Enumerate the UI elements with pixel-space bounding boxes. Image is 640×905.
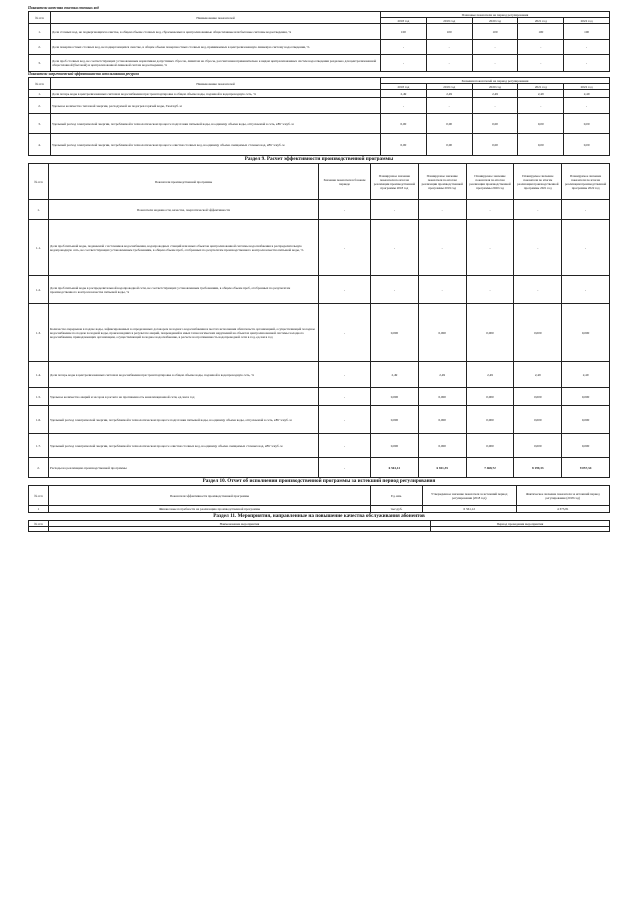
- row-name: Удельный расход электрической энергии, потребляемой в технологическом процессе очистки сточных вод, на единицу объема очищаемых сточных вод, кВт·ч/куб. м: [51, 134, 381, 156]
- row-value: 2,49: [381, 90, 427, 98]
- row-num: 1.1.: [29, 220, 49, 276]
- row-name: Доля потерь воды в централизованных системах водоснабжения при транспортировке в общем объеме воды, поданной в водопроводную сеть, %: [51, 90, 381, 98]
- table-row: [29, 220, 610, 276]
- row-value: 0,00: [426, 114, 472, 134]
- row-value: 6 811,35: [418, 458, 466, 478]
- wastewater-quality-table: [28, 11, 610, 72]
- row-value: 0,000: [371, 304, 419, 362]
- row-base: -: [319, 304, 371, 362]
- row-value: 0,000: [514, 406, 562, 434]
- row-value: 0,000: [562, 304, 610, 362]
- s9-head-base: Значение показателя в базовом периоде: [319, 164, 371, 200]
- table-row: [29, 200, 610, 220]
- row-num: 2.: [29, 98, 51, 114]
- table-row: [29, 434, 610, 458]
- row-value: -: [564, 98, 610, 114]
- t1-year: 2021 год: [518, 18, 564, 24]
- row-value: 6 561,12: [371, 458, 419, 478]
- table-row: [29, 98, 610, 114]
- row-value: -: [562, 220, 610, 276]
- row-name: Доля проб питьевой воды в распределительной водопроводной сети, не соответствующих установленным требованиям, в общем объеме проб, отобранных по результатам производственного контроля качества питьевой воды, %: [49, 276, 319, 304]
- row-value: -: [518, 40, 564, 55]
- s11-head-num: № п/п: [29, 521, 49, 527]
- row-value: 0,000: [418, 304, 466, 362]
- row-value: -: [564, 40, 610, 55]
- s9-head-year: Планируемое значение показателя по итогам реализации производственной программы 2022 год: [562, 164, 610, 200]
- s11-head-name: Наименование мероприятия: [49, 521, 431, 527]
- row-base: -: [319, 388, 371, 406]
- row-name: Удельное количество аварий и засоров в расчете на протяженность канализационной сети, ед./км в год: [49, 388, 319, 406]
- row-value: -: [381, 98, 427, 114]
- t2-head-num: № п/п: [29, 78, 51, 90]
- table-row: [29, 304, 610, 362]
- row-value: -: [466, 200, 514, 220]
- row-value: 0,00: [518, 134, 564, 156]
- t1-year: 2019 год: [426, 18, 472, 24]
- row-name: Удельный расход электрической энергии, потребляемой в технологическом процессе подготовки питьевой воды, на единицу объема воды, отпускаемой в сеть, кВт·ч/куб. м: [51, 114, 381, 134]
- t1-year: 2022 год: [564, 18, 610, 24]
- row-value: 2,49: [472, 90, 518, 98]
- t1-caption: Показатели качества очистки сточных вод: [28, 6, 99, 10]
- row-value: 0,000: [514, 388, 562, 406]
- row-value: 0,000: [371, 406, 419, 434]
- row-value: -: [466, 276, 514, 304]
- row-base: -: [319, 362, 371, 388]
- t2-year: 2020 год: [472, 84, 518, 90]
- t2-year: 2018 год: [381, 84, 427, 90]
- t1-head-name: Наименование показателей: [51, 12, 381, 24]
- document-page: [28, 6, 610, 532]
- row-value: 100: [518, 24, 564, 40]
- row-value: 9 057,34: [562, 458, 610, 478]
- row-value: 0,00: [426, 134, 472, 156]
- row-base: -: [319, 434, 371, 458]
- t2-year: 2021 год: [518, 84, 564, 90]
- section-11-title: Раздел 11. Мероприятия, направленные на повышение качества обслуживания абонентов: [213, 513, 425, 519]
- s10-head-fact: Фактическое значение показателя за истекший период регулирования (2018 год): [516, 486, 610, 506]
- t1-year: 2018 год: [381, 18, 427, 24]
- row-value: -: [562, 200, 610, 220]
- row-value: 0,00: [518, 114, 564, 134]
- table-row: [29, 55, 610, 72]
- t1-head-num: № п/п: [29, 12, 51, 24]
- row-base: -: [319, 200, 371, 220]
- row-value: -: [466, 220, 514, 276]
- row-value: 0,00: [472, 134, 518, 156]
- row-value: 100: [472, 24, 518, 40]
- row-value: 4 373,81: [516, 506, 610, 513]
- row-num: 2.: [29, 40, 51, 55]
- row-value: -: [518, 55, 564, 72]
- row-value: 2,49: [562, 362, 610, 388]
- row-value: -: [381, 55, 427, 72]
- row-num: 1: [29, 506, 49, 513]
- s11-head-period: Период проведения мероприятия: [431, 521, 610, 527]
- row-value: -: [418, 220, 466, 276]
- row-value: 0,000: [418, 388, 466, 406]
- row-name: Доля проб сточных вод, не соответствующих установленным нормативам допустимых сбросов, лимитам на сбросы, рассчитанная применительно к видам централизованных систем водоотведения раздельно для централизованной общесплавной (бытовой) и централизованной ливневой систем водоотведения, %: [51, 55, 381, 72]
- row-value: -: [418, 276, 466, 304]
- row-name: Удельный расход электрической энергии, потребляемой в технологическом процессе подготовки питьевой воды, на единицу объема воды, отпускаемой в сеть, кВт·ч/куб. м: [49, 406, 319, 434]
- table-row: [29, 114, 610, 134]
- row-value: -: [518, 98, 564, 114]
- row-value: -: [562, 276, 610, 304]
- row-value: -: [371, 276, 419, 304]
- row-value: 0,000: [466, 388, 514, 406]
- row-name: [49, 527, 431, 532]
- table-row: [29, 406, 610, 434]
- row-value: 2,49: [418, 362, 466, 388]
- row-value: -: [472, 40, 518, 55]
- row-name: Расходы на реализацию производственной программы: [49, 458, 319, 478]
- efficiency-table: [28, 163, 610, 478]
- row-value: 100: [381, 24, 427, 40]
- row-value: 2,49: [518, 90, 564, 98]
- row-name: Доля поверхностных сточных вод, не подвергающихся очистке, в общем объеме поверхностных сточных вод, принимаемых в централизованную ливневую систему водоотведения, %: [51, 40, 381, 55]
- t2-head-group: Значения показателей на период регулирования: [381, 78, 610, 84]
- row-unit: тыс.руб.: [371, 506, 423, 513]
- row-value: 6 561,12: [423, 506, 517, 513]
- row-value: 7 468,72: [466, 458, 514, 478]
- row-num: [29, 527, 49, 532]
- row-value: 0,000: [562, 406, 610, 434]
- row-value: 2,49: [426, 90, 472, 98]
- row-base: -: [319, 406, 371, 434]
- row-num: 2.: [29, 458, 49, 478]
- row-value: 0,000: [418, 434, 466, 458]
- row-value: 0,00: [564, 114, 610, 134]
- table-row: [29, 24, 610, 40]
- table-row: [29, 388, 610, 406]
- row-value: 2,49: [466, 362, 514, 388]
- row-value: 2,49: [564, 90, 610, 98]
- row-value: 2,49: [514, 362, 562, 388]
- t2-year: 2022 год: [564, 84, 610, 90]
- table-row: [29, 527, 610, 532]
- row-value: 0,000: [466, 434, 514, 458]
- row-num: 4.: [29, 134, 51, 156]
- row-value: 0,00: [472, 114, 518, 134]
- table-row: [29, 40, 610, 55]
- s9-head-num: № п/п: [29, 164, 49, 200]
- row-value: 0,00: [564, 134, 610, 156]
- row-num: 1.6.: [29, 406, 49, 434]
- row-value: 0,000: [371, 388, 419, 406]
- row-num: 1.: [29, 24, 51, 40]
- s9-head-year: Планируемое значение показателя по итогам реализации производственной программы 2020 год: [466, 164, 514, 200]
- row-num: 1.: [29, 90, 51, 98]
- report-table: [28, 485, 610, 513]
- row-num: 1.7.: [29, 434, 49, 458]
- row-num: 3.: [29, 114, 51, 134]
- row-value: 0,000: [514, 434, 562, 458]
- row-value: -: [371, 200, 419, 220]
- table-row: [29, 90, 610, 98]
- t1-head-group: Плановые показатели на период регулирования: [381, 12, 610, 18]
- t2-year: 2019 год: [426, 84, 472, 90]
- row-value: -: [418, 200, 466, 220]
- row-value: 0,000: [371, 434, 419, 458]
- table-row: [29, 276, 610, 304]
- s9-head-year: Планируемое значение показателя по итогам реализации производственной программы 2019 год: [418, 164, 466, 200]
- section-10-title: Раздел 10. Отчет об исполнении производственной программы за истекший период регулирования: [202, 478, 436, 484]
- row-value: -: [426, 55, 472, 72]
- row-num: 1.4.: [29, 362, 49, 388]
- row-value: -: [426, 98, 472, 114]
- row-period: [431, 527, 610, 532]
- row-value: 0,000: [562, 434, 610, 458]
- row-value: 0,000: [418, 406, 466, 434]
- table-row: [29, 506, 610, 513]
- row-num: 1.: [29, 200, 49, 220]
- row-value: -: [472, 55, 518, 72]
- row-value: 0,000: [466, 406, 514, 434]
- energy-efficiency-table: [28, 77, 610, 156]
- t2-caption: Показатели энергетической эффективности использования ресурсов: [28, 72, 139, 76]
- row-value: 0,000: [514, 304, 562, 362]
- row-value: -: [564, 55, 610, 72]
- s10-head-unit: Ед. изм.: [371, 486, 423, 506]
- row-value: 0,000: [562, 388, 610, 406]
- row-base: -: [319, 458, 371, 478]
- row-value: -: [514, 200, 562, 220]
- row-name: Доля проб питьевой воды, подаваемой с источников водоснабжения, водопроводных станций или иных объектов централизованной системы водоснабжения в распределительную водопроводную сеть, не соответствующих установленным требованиям, в общем объеме проб, отобранных по результатам производственного контроля качества питьевой воды, %: [49, 220, 319, 276]
- row-value: -: [472, 98, 518, 114]
- row-name: Финансовые потребности на реализацию производственной программы: [49, 506, 371, 513]
- table-row: [29, 458, 610, 478]
- row-value: -: [381, 40, 427, 55]
- row-name: Доля сточных вод, не подвергающихся очистке, в общем объеме сточных вод, сбрасываемых в централизованные общесплавные или бытовые системы водоотведения, %: [51, 24, 381, 40]
- s10-head-name: Показатели эффективности производственной программы: [49, 486, 371, 506]
- row-value: -: [426, 40, 472, 55]
- row-num: 1.2.: [29, 276, 49, 304]
- row-num: 3.: [29, 55, 51, 72]
- s9-head-year: Планируемое значение показателя по итогам реализации производственной программы 2018 год: [371, 164, 419, 200]
- row-base: -: [319, 220, 371, 276]
- row-name: Показатели надежности, качества, энергетической эффективности: [49, 200, 319, 220]
- row-name: Количество перерывов в подаче воды, зафиксированных в определенных договором холодного водоснабжения и местах исполнения обязательств организацией, осуществляющей холодное водоснабжение по подаче холодной воды, произошедших в результате аварий, повреждений и иных технологических нарушений на объектах централизованной системы холодного водоснабжения, принадлежащих организации, осуществляющей холодное водоснабжение, в расчете на протяженность водопроводной сети в год, ед./км в год: [49, 304, 319, 362]
- row-value: -: [514, 220, 562, 276]
- row-name: Удельный расход электрической энергии, потребляемой в технологическом процессе очистки сточных вод, на единицу объема очищаемых сточных вод, кВт·ч/куб. м: [49, 434, 319, 458]
- table-row: [29, 362, 610, 388]
- s9-head-year: Планируемое значение показателя по итогам реализации производственной программы 2021 год: [514, 164, 562, 200]
- measures-table: [28, 520, 610, 532]
- t1-year: 2020 год: [472, 18, 518, 24]
- row-value: 2,49: [371, 362, 419, 388]
- section-9-title: Раздел 9. Расчет эффективности производственной программы: [244, 156, 394, 162]
- row-value: 0,00: [381, 114, 427, 134]
- row-value: -: [514, 276, 562, 304]
- row-value: 0,00: [381, 134, 427, 156]
- s10-head-num: № п/п: [29, 486, 49, 506]
- row-num: 1.3.: [29, 304, 49, 362]
- row-value: 100: [564, 24, 610, 40]
- table-row: [29, 134, 610, 156]
- row-value: 100: [426, 24, 472, 40]
- row-value: -: [371, 220, 419, 276]
- row-value: 8 199,33: [514, 458, 562, 478]
- row-value: 0,000: [466, 304, 514, 362]
- row-num: 1.5.: [29, 388, 49, 406]
- row-base: -: [319, 276, 371, 304]
- t2-head-name: Наименование показателей: [51, 78, 381, 90]
- s9-head-name: Показатели производственной программы: [49, 164, 319, 200]
- row-name: Удельное количество тепловой энергии, расходуемой на подогрев горячей воды, Гкал/куб. м: [51, 98, 381, 114]
- s10-head-plan: Утвержденное значение показателя за истекший период регулирования (2018 год): [423, 486, 517, 506]
- row-name: Доля потерь воды в централизованных системах водоснабжения при транспортировке в общем объеме воды, поданной в водопроводную сеть, %: [49, 362, 319, 388]
